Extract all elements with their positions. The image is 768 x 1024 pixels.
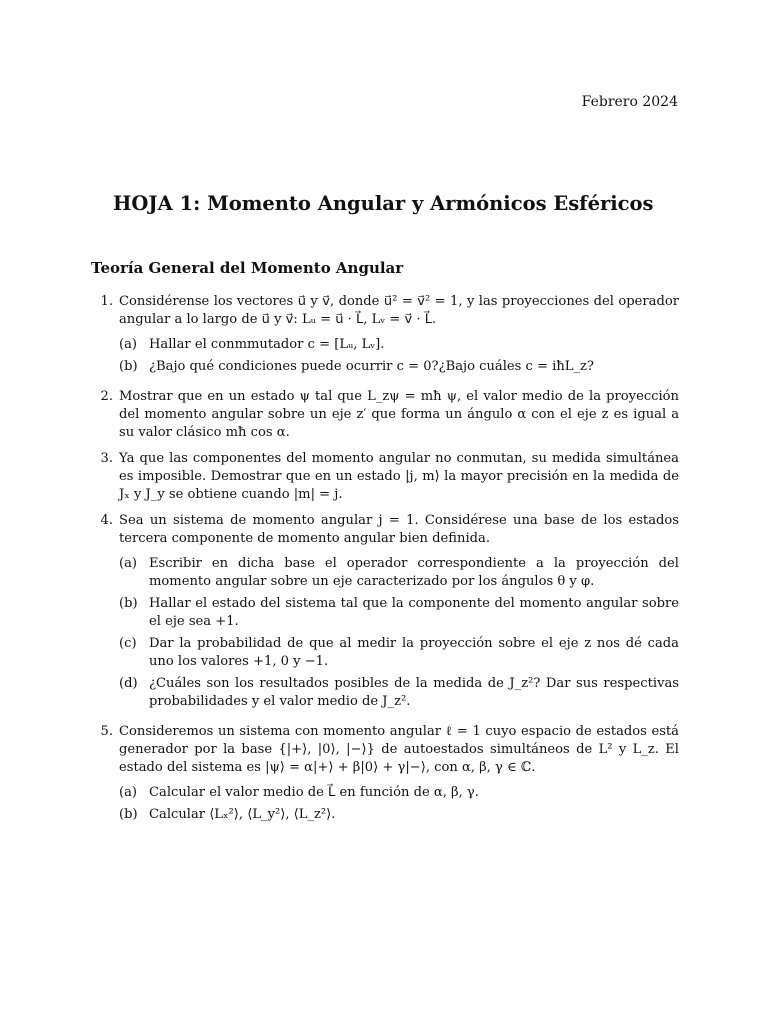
part-text: ¿Bajo qué condiciones puede ocurrir c = 0?¿Bajo cuáles c = iħL_z? xyxy=(149,359,594,374)
problem-part xyxy=(119,595,679,631)
problem-parts xyxy=(119,555,679,711)
part-label: (b) xyxy=(119,359,138,374)
problem-part xyxy=(119,336,679,354)
problem-number: 5. xyxy=(100,724,113,739)
problem-part xyxy=(119,358,679,376)
problem-number: 1. xyxy=(100,294,113,309)
problem-text: Mostrar que en un estado ψ tal que L_zψ = mħ ψ, el valor medio de la proyección del momento angular sobre un eje z′ que forma un ángulo α con el eje z es igual a su valor clásico mħ cos α. xyxy=(119,389,679,440)
problem-part xyxy=(119,555,679,591)
problem-item xyxy=(91,293,679,380)
problem-part xyxy=(119,635,679,671)
problem-text: Considérense los vectores u⃗ y v⃗, donde u⃗² = v⃗² = 1, y las proyecciones del operador angular a lo largo de u⃗ y v⃗: Lᵤ = u⃗ · L⃗, Lᵥ = v⃗ · L⃗. xyxy=(119,294,679,327)
problem-number: 2. xyxy=(100,389,113,404)
problem-number: 3. xyxy=(100,451,113,466)
problem-part xyxy=(119,784,679,802)
part-label: (b) xyxy=(119,807,138,822)
problem-text: Ya que las componentes del momento angular no conmutan, su medida simultánea es imposible. Demostrar que en un estado |j, m⟩ la mayor precisión en la medida de Jₓ y J_y se obtiene cuando |m| = j. xyxy=(119,451,679,502)
problem-text: Consideremos un sistema con momento angular ℓ = 1 cuyo espacio de estados está generador por la base {|+⟩, |0⟩, |−⟩} de autoestados simultáneos de L² y L_z. El estado del sistema es |ψ⟩ = α|+⟩ + β|0⟩ + γ|−⟩, con α, β, γ ∈ ℂ. xyxy=(119,724,679,775)
part-text: Hallar el conmmutador c = [Lᵤ, Lᵥ]. xyxy=(149,337,385,352)
problem-list xyxy=(91,293,679,836)
problem-item xyxy=(91,450,679,504)
problem-item xyxy=(91,512,679,715)
part-text: Hallar el estado del sistema tal que la componente del momento angular sobre el eje sea +1. xyxy=(149,596,679,629)
problem-number: 4. xyxy=(100,513,113,528)
problem-body xyxy=(119,293,679,380)
problem-item xyxy=(91,723,679,828)
problem-part xyxy=(119,806,679,824)
problem-part xyxy=(119,675,679,711)
problem-item xyxy=(91,388,679,442)
part-label: (d) xyxy=(119,676,138,691)
problem-body xyxy=(119,388,679,442)
part-text: ¿Cuáles son los resultados posibles de la medida de J_z²? Dar sus respectivas probabilidades y el valor medio de J_z². xyxy=(149,676,679,709)
part-label: (b) xyxy=(119,596,138,611)
problem-text: Sea un sistema de momento angular j = 1. Considérese una base de los estados tercera componente de momento angular bien definida. xyxy=(119,513,679,546)
problem-body xyxy=(119,512,679,715)
part-label: (c) xyxy=(119,636,137,651)
part-text: Calcular ⟨Lₓ²⟩, ⟨L_y²⟩, ⟨L_z²⟩. xyxy=(149,807,336,822)
problem-body xyxy=(119,450,679,504)
document-date: Febrero 2024 xyxy=(581,94,678,110)
document-title: HOJA 1: Momento Angular y Armónicos Esféricos xyxy=(113,192,654,215)
problem-parts xyxy=(119,784,679,824)
problem-body xyxy=(119,723,679,828)
part-label: (a) xyxy=(119,785,138,800)
part-label: (a) xyxy=(119,337,138,352)
part-label: (a) xyxy=(119,556,138,571)
part-text: Escribir en dicha base el operador correspondiente a la proyección del momento angular sobre un eje caracterizado por los ángulos θ y φ. xyxy=(149,556,679,589)
part-text: Calcular el valor medio de L⃗ en función de α, β, γ. xyxy=(149,785,479,800)
part-text: Dar la probabilidad de que al medir la proyección sobre el eje z nos dé cada uno los valores +1, 0 y −1. xyxy=(149,636,679,669)
section-title: Teoría General del Momento Angular xyxy=(91,259,404,277)
problem-parts xyxy=(119,336,679,376)
